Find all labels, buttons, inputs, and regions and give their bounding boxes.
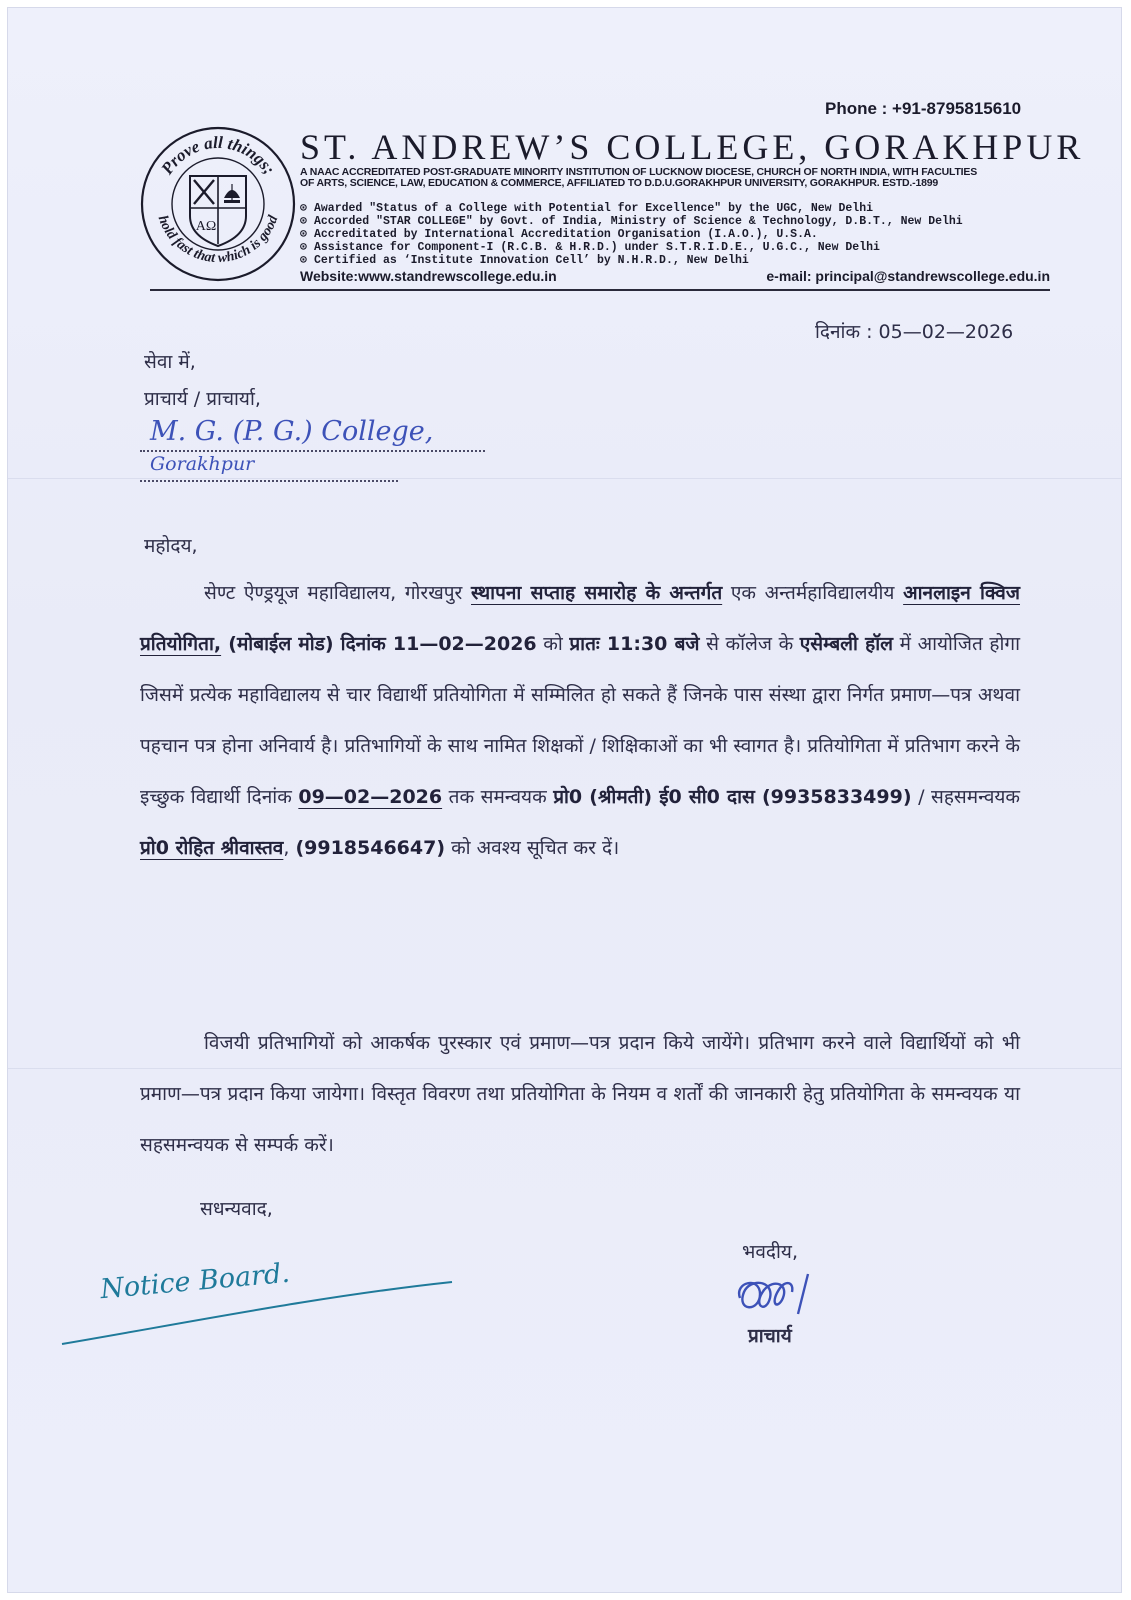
phone-number: Phone : +91-8795815610 — [825, 99, 1022, 118]
handwritten-note: Notice Board. — [99, 1257, 292, 1306]
salutation-line: प्राचार्य / प्राचार्या, — [144, 388, 261, 410]
addressee-handwritten: M. G. (P. G.) College, — [150, 416, 434, 447]
affiliation-line: A NAAC ACCREDITATED POST-GRADUATE MINORITY INSTITUTION OF LUCKNOW DIOCESE, CHURCH OF NORTH INDIA, WITH FACULTIES — [300, 166, 977, 178]
paragraph-prizes: विजयी प्रतिभागियों को आकर्षक पुरस्कार एवं प्रमाण—पत्र प्रदान किये जायेंगे। प्रतिभाग करने वाले विद्यार्थियों को भी प्रमाण—पत्र प्रदान किया जायेगा। विस्तृत विवरण तथा प्रतियोगिता के नियम व शर्तों की जानकारी हेतु प्रतियोगिता के समन्वयक या सहसमन्वयक से सम्पर्क करें। — [140, 1032, 1020, 1156]
award-item: ⊙ Awarded "Status of a College with Potential for Excellence" by the UGC, New Delhi — [300, 202, 873, 215]
college-name: ST. ANDREW’S COLLEGE, GORAKHPUR — [300, 127, 1085, 167]
address-dotted-line — [140, 480, 398, 482]
addressee-city-handwritten: Gorakhpur — [150, 453, 255, 475]
bullet-icon: ⊙ — [300, 215, 307, 228]
award-item: ⊙ Accorded "STAR COLLEGE" by Govt. of India, Ministry of Science & Technology, D.B.T., New Delhi — [300, 215, 963, 228]
motto-bottom-text: hold fast that which is good — [154, 213, 282, 267]
designation: प्राचार्य — [748, 1325, 792, 1347]
salutation-line: सेवा में, — [144, 351, 196, 373]
email-link[interactable]: e-mail: principal@standrewscollege.edu.in — [766, 268, 1050, 284]
letterhead-divider — [150, 289, 1050, 291]
motto-top-text: Prove all things; — [157, 132, 279, 178]
bullet-icon: ⊙ — [300, 241, 307, 254]
award-item: ⊙ Certified as ‘Institute Innovation Cell’ by N.H.R.D., New Delhi — [300, 254, 749, 267]
paragraph-main: सेण्ट ऐण्ड्रयूज महाविद्यालय, गोरखपुर स्थापना सप्ताह समारोह के अन्तर्गत एक अन्तर्महाविद्यालयीय आनलाइन क्विज प्रतियोगिता, (मोबाईल मोड) दिनांक 11—02—2026 को प्रातः 11:30 बजे से कॉलेज के एसेम्बली हॉल में आयोजित होगा जिसमें प्रत्येक महाविद्यालय से चार विद्यार्थी प्रतियोगिता में सम्मिलित हो सकते हैं जिनके पास संस्था द्वारा निर्गत प्रमाण—पत्र अथवा पहचान पत्र होना अनिवार्य है। प्रतिभागियों के साथ नामित शिक्षकों / शिक्षिकाओं का भी स्वागत है। प्रतियोगिता में प्रतिभाग करने के इच्छुक विद्यार्थी दिनांक 09—02—2026 तक समन्वयक प्रो0 (श्रीमती) ई0 सी0 दास (9935833499) / सहसमन्वयक प्रो0 रोहित श्रीवास्तव, (9918546647) को अवश्य सूचित कर दें। — [140, 582, 1020, 859]
crest-shield-icon — [190, 176, 246, 246]
address-dotted-line — [140, 450, 485, 452]
greeting: महोदय, — [144, 535, 198, 557]
crest-letters: AΩ — [195, 219, 217, 234]
bullet-icon: ⊙ — [300, 202, 307, 215]
closing-thanks: सधन्यवाद, — [200, 1198, 273, 1220]
contact-row — [300, 268, 1050, 284]
website-link[interactable]: Website:www.standrewscollege.edu.in — [300, 268, 557, 284]
affiliation-line: OF ARTS, SCIENCE, LAW, EDUCATION & COMMERCE, AFFILIATED TO D.D.U.GORAKHPUR UNIVERSITY, GORAKHPUR. ESTD.-1899 — [300, 177, 938, 189]
letter-date: दिनांक : 05—02—2026 — [815, 321, 1014, 343]
bullet-icon: ⊙ — [300, 254, 307, 267]
paper-fold — [8, 478, 1121, 479]
note-underline — [60, 1272, 460, 1352]
bullet-icon: ⊙ — [300, 228, 307, 241]
college-seal — [140, 126, 296, 282]
award-item: ⊙ Accreditated by International Accreditation Organisation (I.A.O.), U.S.A. — [300, 228, 818, 241]
award-item: ⊙ Assistance for Component-I (R.C.B. & H.R.D.) under S.T.R.I.D.E., U.G.C., New Delhi — [300, 241, 880, 254]
principal-signature — [730, 1262, 830, 1322]
closing-yours: भवदीय, — [742, 1241, 798, 1263]
